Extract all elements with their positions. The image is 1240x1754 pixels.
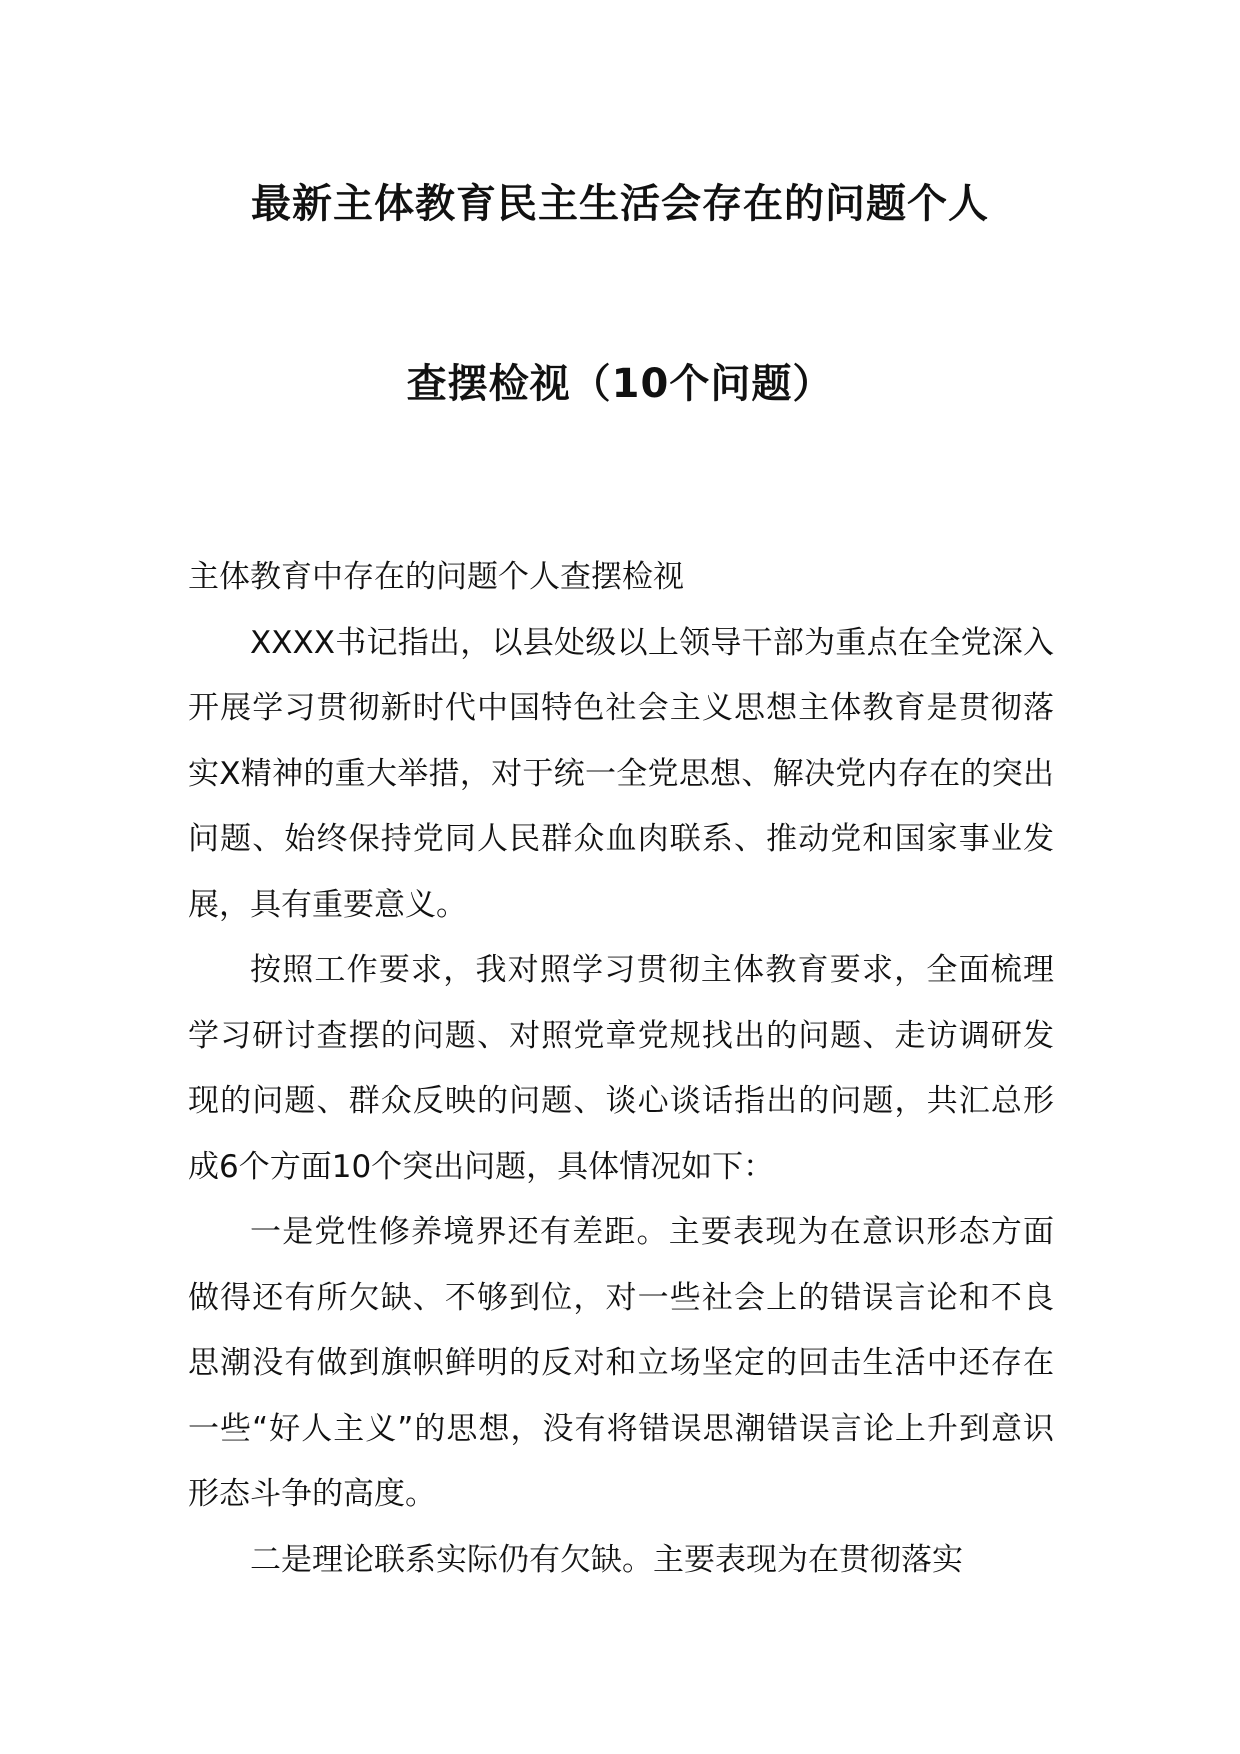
document-title-line-1: 最新主体教育民主生活会存在的问题个人	[251, 181, 989, 227]
document-subheading: 主体教育中存在的问题个人查摆检视	[188, 559, 684, 595]
document-body	[188, 545, 1054, 1593]
paragraph-4: 二是理论联系实际仍有欠缺。主要表现为在贯彻落实	[250, 1541, 963, 1578]
document-title-line-2: 查摆检视（10个问题）	[406, 361, 834, 407]
paragraph-3: 一是党性修养境界还有差距。主要表现为在意识形态方面做得还有所欠缺、不够到位，对一些社会上的错误言论和不良思潮没有做到旗帜鲜明的反对和立场坚定的回击生活中还存在一些“好人主义”的思想，没有将错误思潮错误言论上升到意识形态斗争的高度。	[188, 1214, 1054, 1512]
paragraph-2: 按照工作要求，我对照学习贯彻主体教育要求，全面梳理学习研讨查摆的问题、对照党章党规找出的问题、走访调研发现的问题、群众反映的问题、谈心谈话指出的问题，共汇总形成6个方面10个突出问题，具体情况如下：	[188, 952, 1054, 1185]
paragraph-1: XXXX书记指出，以县处级以上领导干部为重点在全党深入开展学习贯彻新时代中国特色社会主义思想主体教育是贯彻落实X精神的重大举措，对于统一全党思想、解决党内存在的突出问题、始终保持党同人民群众血肉联系、推动党和国家事业发展，具有重要意义。	[188, 624, 1054, 923]
